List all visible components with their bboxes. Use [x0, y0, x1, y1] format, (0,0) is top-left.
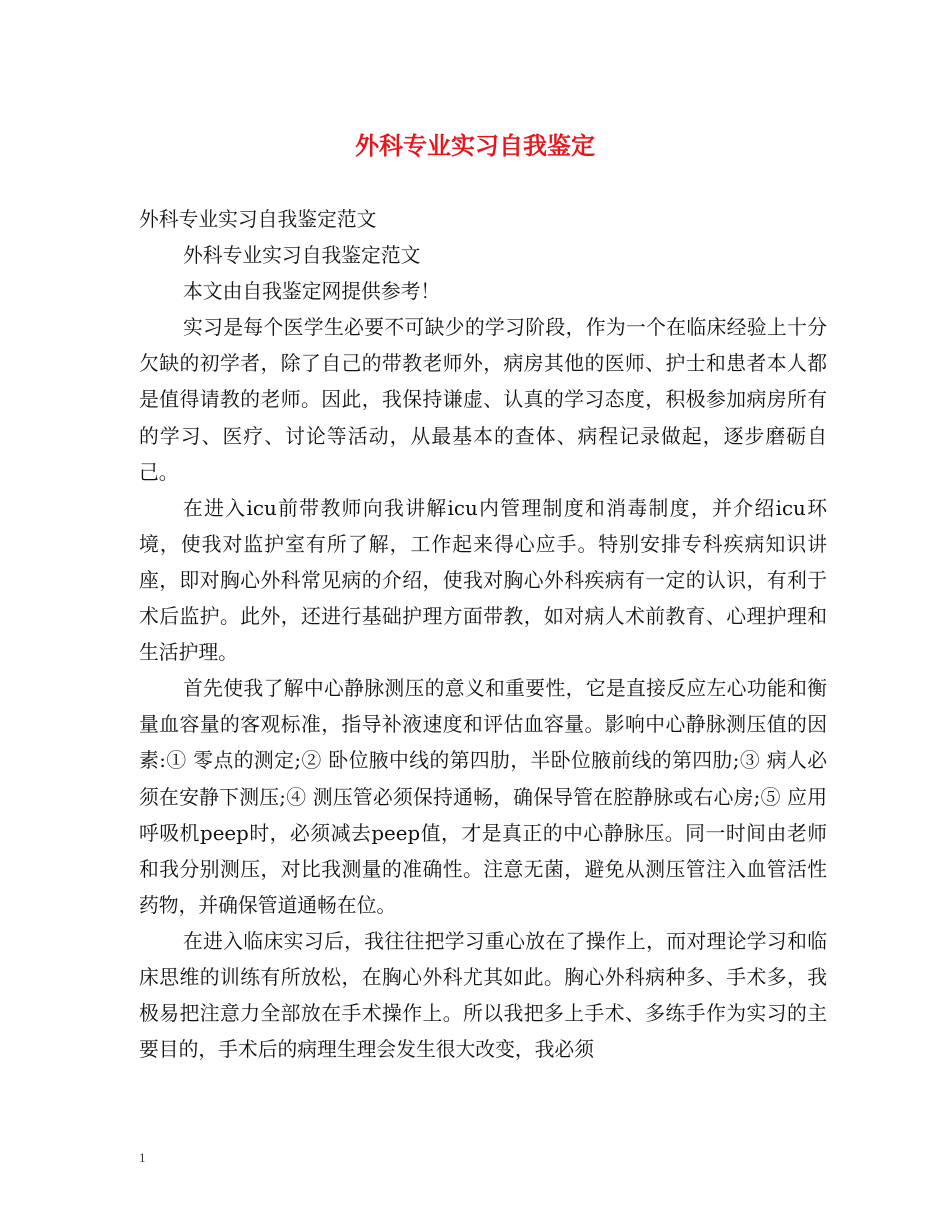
paragraph-cvp-measurement: 首先使我了解中心静脉测压的意义和重要性，它是直接反应左心功能和衡量血容量的客观标准，指导补液速度和评估血容量。影响中心静脉测压值的因素:① 零点的测定;② 卧位腋中线的第四肋，半卧位腋前线的第四肋;③ 病人必须在安静下测压;④ 测压管必须保持通畅，确保导管在腔静脉或右心房;⑤ 应用呼吸机peep时，必须减去peep值，才是真正的中心静脉压。同一时间由老师和我分别测压，对比我测量的准确性。注意无菌，避免从测压管注入血管活性药物，并确保管道通畅在位。 — [139, 677, 827, 917]
document-subtitle: 外科专业实习自我鉴定范文 — [139, 208, 377, 231]
document-title: 外科专业实习自我鉴定 — [355, 131, 595, 160]
paragraph-subtitle-repeat: 外科专业实习自我鉴定范文 — [183, 244, 421, 268]
document-body — [139, 202, 827, 1068]
paragraph-icu-orientation: 在进入icu前带教师向我讲解icu内管理制度和消毒制度，并介绍icu环境，使我对监护室有所了解，工作起来得心应手。特别安排专科疾病知识讲座，即对胸心外科常见病的介绍，使我对胸心外科疾病有一定的认识，有利于术后监护。此外，还进行基础护理方面带教，如对病人术前教育、心理护理和生活护理。 — [139, 496, 827, 665]
page-number: 1 — [139, 1150, 146, 1165]
paragraph-clinical-practice: 在进入临床实习后，我往往把学习重心放在了操作上，而对理论学习和临床思维的训练有所放松，在胸心外科尤其如此。胸心外科病种多、手术多，我极易把注意力全部放在手术操作上。所以我把多上手术、多练手作为实习的主要目的，手术后的病理生理会发生很大改变，我必须 — [139, 929, 827, 1062]
paragraph-internship-intro: 实习是每个医学生必要不可缺少的学习阶段，作为一个在临床经验上十分欠缺的初学者，除了自己的带教老师外，病房其他的医师、护士和患者本人都是值得请教的老师。因此，我保持谦虚、认真的学习态度，积极参加病房所有的学习、医疗、讨论等活动，从最基本的查体、病程记录做起，逐步磨砺自己。 — [139, 316, 827, 484]
paragraph-source-note: 本文由自我鉴定网提供参考！ — [183, 280, 441, 304]
